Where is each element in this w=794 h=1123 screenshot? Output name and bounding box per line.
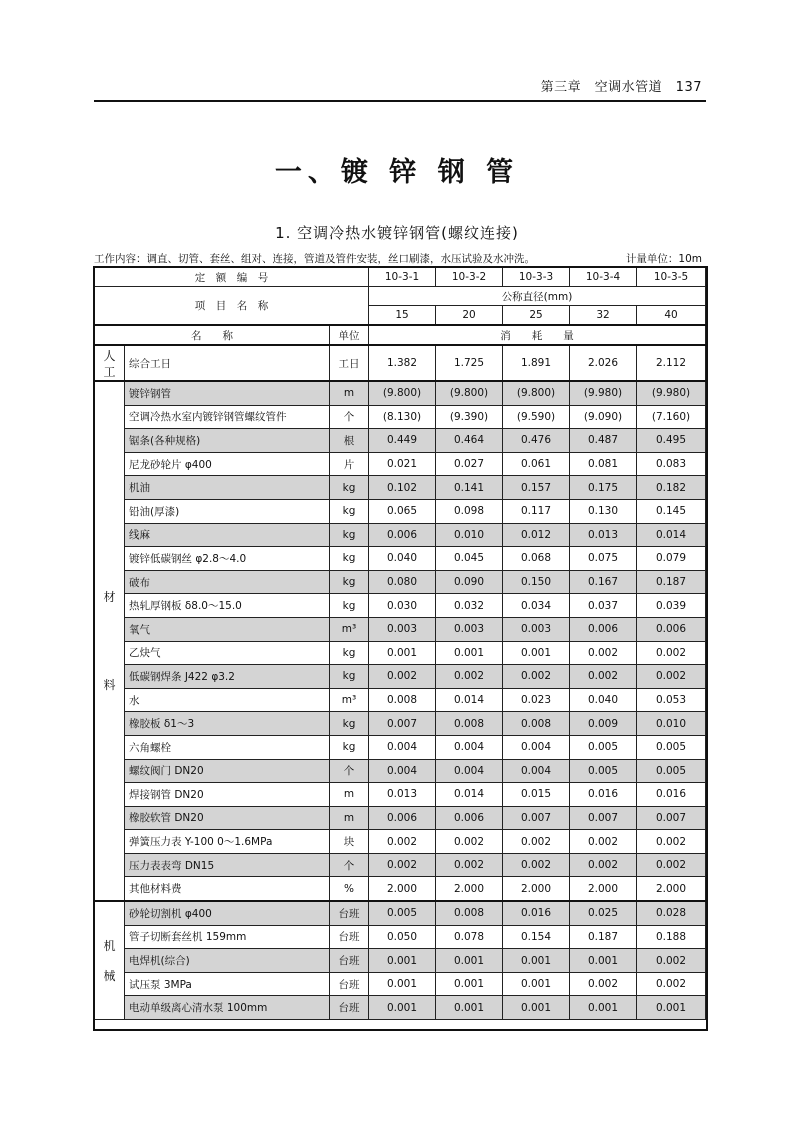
item-unit: kg (330, 641, 369, 665)
category-cell (95, 901, 125, 1019)
column-header-consumption: 消 耗 量 (369, 325, 706, 345)
consumption-value: 0.034 (503, 594, 570, 618)
item-unit: 个 (330, 759, 369, 783)
consumption-value: 1.725 (436, 345, 503, 381)
consumption-value: 0.004 (436, 735, 503, 759)
item-name: 管子切断套丝机 159mm (125, 925, 330, 949)
item-unit: kg (330, 712, 369, 736)
consumption-value: 0.014 (637, 523, 706, 547)
consumption-value: 0.001 (369, 996, 436, 1020)
item-name: 线麻 (125, 523, 330, 547)
quota-code: 10-3-4 (570, 268, 637, 287)
consumption-value: 0.141 (436, 476, 503, 500)
consumption-value: 0.167 (570, 570, 637, 594)
table-row (95, 547, 706, 571)
consumption-value: 0.150 (503, 570, 570, 594)
consumption-value: 0.002 (436, 853, 503, 877)
consumption-value: 1.382 (369, 345, 436, 381)
running-header (94, 72, 706, 100)
quota-code-label: 定 额 编 号 (95, 268, 369, 287)
consumption-value: 0.050 (369, 925, 436, 949)
consumption-value: 0.068 (503, 547, 570, 571)
consumption-value: 0.016 (503, 901, 570, 925)
item-unit: 个 (330, 853, 369, 877)
consumption-value: (9.800) (503, 381, 570, 405)
consumption-value: 0.006 (436, 806, 503, 830)
item-unit: 台班 (330, 996, 369, 1020)
table-row (95, 853, 706, 877)
item-unit: kg (330, 476, 369, 500)
consumption-value: 0.495 (637, 429, 706, 453)
consumption-value: 0.023 (503, 688, 570, 712)
consumption-value: 2.000 (503, 877, 570, 901)
consumption-value: 0.030 (369, 594, 436, 618)
table-row (95, 759, 706, 783)
consumption-value: 0.002 (369, 853, 436, 877)
item-unit: 台班 (330, 925, 369, 949)
consumption-value: 0.003 (369, 617, 436, 641)
item-name: 锯条(各种规格) (125, 429, 330, 453)
item-unit: m (330, 381, 369, 405)
table-row (95, 996, 706, 1020)
consumption-value: 0.016 (637, 783, 706, 807)
consumption-value: 0.021 (369, 452, 436, 476)
consumption-value: 0.008 (369, 688, 436, 712)
item-unit: 块 (330, 830, 369, 854)
consumption-value: 0.010 (436, 523, 503, 547)
consumption-value: (9.800) (369, 381, 436, 405)
item-unit: 台班 (330, 972, 369, 996)
consumption-value: 0.025 (570, 901, 637, 925)
table-row (95, 476, 706, 500)
diameter-value: 40 (637, 306, 706, 326)
table-row (95, 783, 706, 807)
table-row (95, 570, 706, 594)
item-name: 铅油(厚漆) (125, 499, 330, 523)
consumption-value: 2.000 (570, 877, 637, 901)
item-name: 其他材料费 (125, 877, 330, 901)
consumption-value: 0.013 (369, 783, 436, 807)
item-name: 空调冷热水室内镀锌钢管螺纹管件 (125, 405, 330, 429)
item-unit: 片 (330, 452, 369, 476)
consumption-value: 0.002 (503, 830, 570, 854)
item-name: 低碳钢焊条 J422 φ3.2 (125, 665, 330, 689)
item-name: 螺纹阀门 DN20 (125, 759, 330, 783)
quota-code: 10-3-2 (436, 268, 503, 287)
consumption-value: 0.081 (570, 452, 637, 476)
table-row (95, 665, 706, 689)
consumption-value: (9.980) (570, 381, 637, 405)
item-name: 尼龙砂轮片 φ400 (125, 452, 330, 476)
consumption-value: 2.112 (637, 345, 706, 381)
column-header-row (95, 325, 706, 345)
consumption-value: 0.005 (637, 759, 706, 783)
quota-code: 10-3-3 (503, 268, 570, 287)
item-name-label: 项 目 名 称 (95, 287, 369, 326)
item-name: 压力表表弯 DN15 (125, 853, 330, 877)
category-label: 人 工 (103, 349, 116, 379)
consumption-value: 0.002 (503, 853, 570, 877)
quota-code-row (95, 268, 706, 287)
column-header-unit: 单位 (330, 325, 369, 345)
consumption-value: 0.005 (369, 901, 436, 925)
consumption-value: 0.187 (570, 925, 637, 949)
item-name: 六角螺栓 (125, 735, 330, 759)
item-name: 镀锌钢管 (125, 381, 330, 405)
item-unit: kg (330, 594, 369, 618)
consumption-value: (9.980) (637, 381, 706, 405)
consumption-value: 0.002 (570, 853, 637, 877)
consumption-value: 0.130 (570, 499, 637, 523)
item-unit: kg (330, 665, 369, 689)
item-unit: kg (330, 570, 369, 594)
consumption-value: 0.079 (637, 547, 706, 571)
item-unit: m (330, 783, 369, 807)
table-row (95, 688, 706, 712)
consumption-value: 0.004 (369, 759, 436, 783)
consumption-value: 0.175 (570, 476, 637, 500)
consumption-value: 0.002 (637, 665, 706, 689)
item-unit: 根 (330, 429, 369, 453)
table-title: 1. 空调冷热水镀锌钢管(螺纹连接) (275, 224, 519, 242)
consumption-value: 0.001 (637, 996, 706, 1020)
category-cell (95, 345, 125, 381)
consumption-value: 0.040 (369, 547, 436, 571)
consumption-value: 0.187 (637, 570, 706, 594)
item-name: 弹簧压力表 Y-100 0～1.6MPa (125, 830, 330, 854)
consumption-value: 0.002 (637, 972, 706, 996)
item-name: 水 (125, 688, 330, 712)
consumption-value: (7.160) (637, 405, 706, 429)
consumption-value: 0.001 (436, 949, 503, 973)
item-name: 镀锌低碳钢丝 φ2.8～4.0 (125, 547, 330, 571)
consumption-value: 0.002 (637, 830, 706, 854)
category-label: 机 械 (103, 938, 116, 983)
quota-code: 10-3-5 (637, 268, 706, 287)
consumption-value: 0.083 (637, 452, 706, 476)
consumption-value: 0.001 (570, 949, 637, 973)
consumption-value: 0.002 (369, 830, 436, 854)
work-content-row (94, 249, 706, 267)
item-name: 橡胶板 δ1～3 (125, 712, 330, 736)
table-row (95, 735, 706, 759)
item-name: 焊接钢管 DN20 (125, 783, 330, 807)
consumption-value: 0.040 (570, 688, 637, 712)
consumption-value: 0.002 (570, 830, 637, 854)
consumption-value: 0.006 (570, 617, 637, 641)
consumption-value: 0.117 (503, 499, 570, 523)
header-rule (94, 100, 706, 102)
consumption-value: 0.007 (369, 712, 436, 736)
consumption-value: 0.007 (637, 806, 706, 830)
diameter-value: 25 (503, 306, 570, 326)
item-unit: kg (330, 735, 369, 759)
consumption-value: 0.001 (570, 996, 637, 1020)
consumption-value: 0.188 (637, 925, 706, 949)
consumption-value: 0.001 (369, 972, 436, 996)
consumption-value: (9.390) (436, 405, 503, 429)
consumption-value: 0.487 (570, 429, 637, 453)
consumption-value: (8.130) (369, 405, 436, 429)
consumption-value: 0.002 (503, 665, 570, 689)
consumption-value: 0.004 (503, 759, 570, 783)
table-row (95, 429, 706, 453)
consumption-value: 0.001 (369, 641, 436, 665)
consumption-value: 2.000 (637, 877, 706, 901)
table-row (95, 712, 706, 736)
consumption-value: 0.004 (436, 759, 503, 783)
diameter-value: 15 (369, 306, 436, 326)
consumption-value: 0.010 (637, 712, 706, 736)
consumption-value: 0.032 (436, 594, 503, 618)
table-row (95, 877, 706, 901)
item-unit: % (330, 877, 369, 901)
item-unit: 台班 (330, 901, 369, 925)
consumption-value: 0.006 (369, 523, 436, 547)
consumption-value: 0.182 (637, 476, 706, 500)
consumption-value: 0.014 (436, 688, 503, 712)
item-name: 电动单级离心清水泵 100mm (125, 996, 330, 1020)
table-row (95, 830, 706, 854)
work-content: 工作内容：调直、切管、套丝、组对、连接，管道及管件安装，丝口刷漆，水压试验及水冲洗。 (94, 253, 535, 265)
table-row (95, 949, 706, 973)
consumption-value: 0.075 (570, 547, 637, 571)
consumption-value: 0.001 (503, 949, 570, 973)
consumption-value: 0.002 (369, 665, 436, 689)
consumption-value: 0.145 (637, 499, 706, 523)
consumption-value: 0.016 (570, 783, 637, 807)
table-row (95, 925, 706, 949)
consumption-value: 0.001 (503, 996, 570, 1020)
item-name: 机油 (125, 476, 330, 500)
consumption-value: 0.007 (503, 806, 570, 830)
item-unit: m (330, 806, 369, 830)
consumption-value: 0.004 (369, 735, 436, 759)
consumption-value: 0.009 (570, 712, 637, 736)
table-row (95, 972, 706, 996)
quota-table (94, 267, 706, 1020)
consumption-value: 0.008 (436, 901, 503, 925)
consumption-value: 0.001 (436, 972, 503, 996)
table-row (95, 806, 706, 830)
consumption-value: 0.002 (637, 853, 706, 877)
consumption-value: (9.800) (436, 381, 503, 405)
table-row (95, 594, 706, 618)
consumption-value: (9.590) (503, 405, 570, 429)
item-name: 乙炔气 (125, 641, 330, 665)
diameter-value: 32 (570, 306, 637, 326)
item-unit: m³ (330, 617, 369, 641)
item-name: 综合工日 (125, 345, 330, 381)
category-cell (95, 381, 125, 901)
consumption-value: 0.080 (369, 570, 436, 594)
consumption-value: 0.001 (436, 996, 503, 1020)
consumption-value: 0.002 (570, 665, 637, 689)
consumption-value: 2.026 (570, 345, 637, 381)
measure-unit: 计量单位：10m (625, 253, 702, 265)
table-row (95, 641, 706, 665)
item-unit: m³ (330, 688, 369, 712)
item-name: 氧气 (125, 617, 330, 641)
consumption-value: 2.000 (436, 877, 503, 901)
consumption-value: 0.002 (570, 641, 637, 665)
consumption-value: 0.005 (570, 735, 637, 759)
item-unit: 个 (330, 405, 369, 429)
consumption-value: 0.476 (503, 429, 570, 453)
consumption-value: 0.006 (369, 806, 436, 830)
consumption-value: 0.001 (503, 641, 570, 665)
section-title: 一、镀 锌 钢 管 (274, 157, 520, 188)
item-unit: kg (330, 523, 369, 547)
consumption-value: 0.007 (570, 806, 637, 830)
item-name: 试压泵 3MPa (125, 972, 330, 996)
table-row (95, 523, 706, 547)
consumption-value: (9.090) (570, 405, 637, 429)
consumption-value: 0.065 (369, 499, 436, 523)
consumption-value: 0.003 (503, 617, 570, 641)
consumption-value: 0.002 (637, 641, 706, 665)
consumption-value: 0.005 (570, 759, 637, 783)
diameter-label-row (95, 287, 706, 306)
consumption-value: 0.001 (436, 641, 503, 665)
consumption-value: 0.464 (436, 429, 503, 453)
consumption-value: 0.012 (503, 523, 570, 547)
item-unit: 工日 (330, 345, 369, 381)
item-unit: 台班 (330, 949, 369, 973)
item-name: 热轧厚钢板 δ8.0～15.0 (125, 594, 330, 618)
consumption-value: 0.039 (637, 594, 706, 618)
item-unit: kg (330, 547, 369, 571)
consumption-value: 0.098 (436, 499, 503, 523)
consumption-value: 0.061 (503, 452, 570, 476)
running-title: 第三章 空调水管道 137 (540, 80, 702, 95)
table-row (95, 499, 706, 523)
diameter-value: 20 (436, 306, 503, 326)
consumption-value: 0.102 (369, 476, 436, 500)
consumption-value: 0.015 (503, 783, 570, 807)
consumption-value: 0.002 (637, 949, 706, 973)
consumption-value: 0.154 (503, 925, 570, 949)
consumption-value: 0.002 (436, 830, 503, 854)
consumption-value: 0.157 (503, 476, 570, 500)
consumption-value: 1.891 (503, 345, 570, 381)
table-row (95, 617, 706, 641)
consumption-value: 0.053 (637, 688, 706, 712)
consumption-value: 0.002 (436, 665, 503, 689)
item-name: 橡胶软管 DN20 (125, 806, 330, 830)
consumption-value: 2.000 (369, 877, 436, 901)
consumption-value: 0.006 (637, 617, 706, 641)
consumption-value: 0.003 (436, 617, 503, 641)
diameter-label: 公称直径(mm) (369, 287, 706, 306)
consumption-value: 0.045 (436, 547, 503, 571)
consumption-value: 0.001 (369, 949, 436, 973)
consumption-value: 0.027 (436, 452, 503, 476)
consumption-value: 0.078 (436, 925, 503, 949)
item-name: 破布 (125, 570, 330, 594)
consumption-value: 0.005 (637, 735, 706, 759)
column-header-name: 名 称 (95, 325, 330, 345)
consumption-value: 0.090 (436, 570, 503, 594)
consumption-value: 0.037 (570, 594, 637, 618)
consumption-value: 0.449 (369, 429, 436, 453)
table-row (95, 452, 706, 476)
consumption-value: 0.008 (436, 712, 503, 736)
consumption-value: 0.008 (503, 712, 570, 736)
consumption-value: 0.001 (503, 972, 570, 996)
item-name: 砂轮切割机 φ400 (125, 901, 330, 925)
consumption-value: 0.002 (570, 972, 637, 996)
table-row (95, 405, 706, 429)
quota-code: 10-3-1 (369, 268, 436, 287)
item-unit: kg (330, 499, 369, 523)
consumption-value: 0.014 (436, 783, 503, 807)
consumption-value: 0.013 (570, 523, 637, 547)
consumption-value: 0.028 (637, 901, 706, 925)
table-row (95, 345, 706, 381)
consumption-value: 0.004 (503, 735, 570, 759)
table-row (95, 381, 706, 405)
category-label: 材 料 (103, 590, 116, 693)
table-row (95, 901, 706, 925)
item-name: 电焊机(综合) (125, 949, 330, 973)
